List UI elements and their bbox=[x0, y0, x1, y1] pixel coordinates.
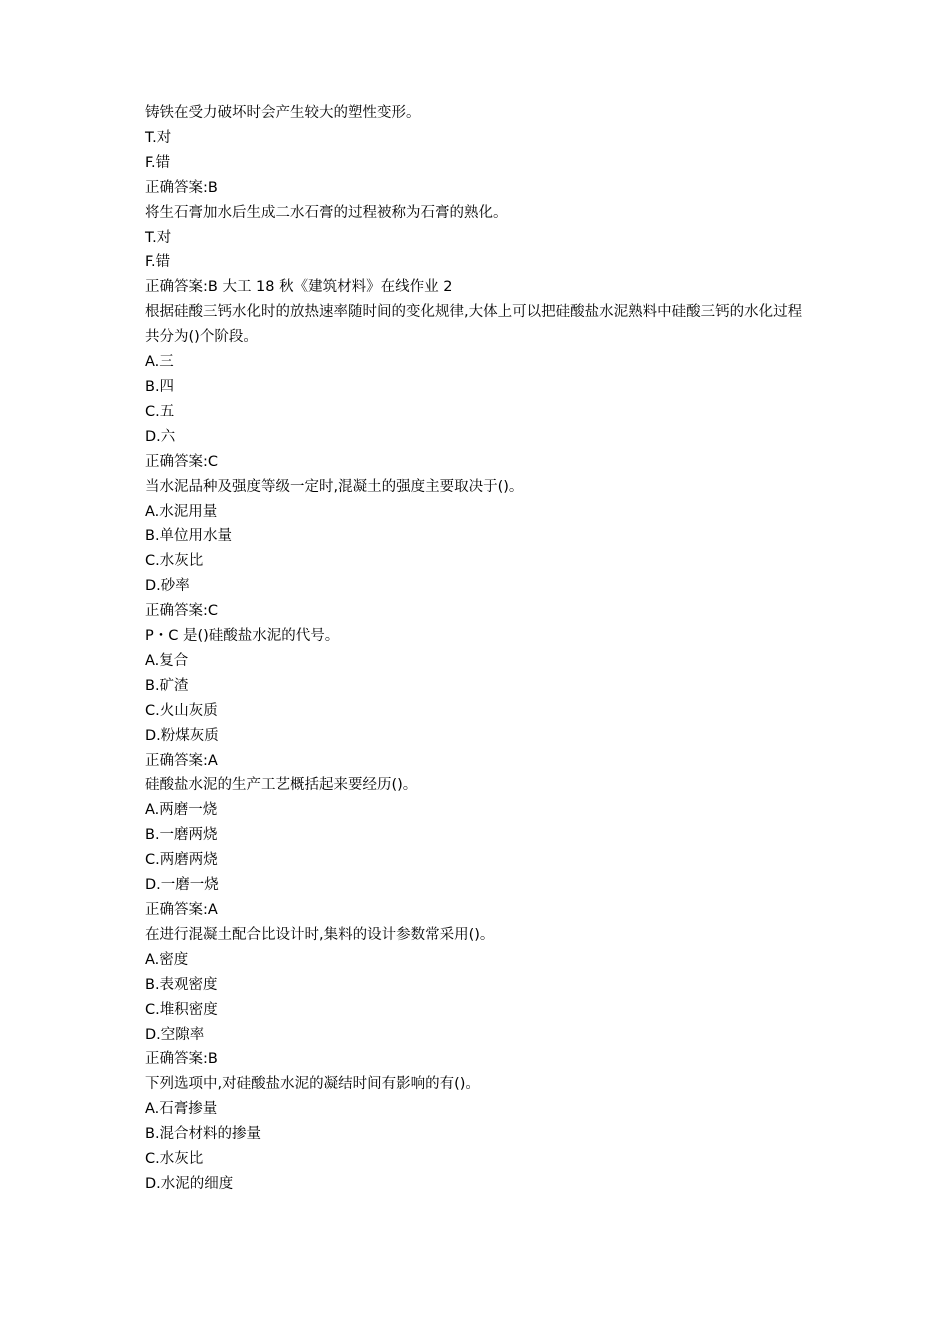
question-text: 铸铁在受力破坏时会产生较大的塑性变形。 bbox=[145, 105, 421, 121]
answer-text: 正确答案:C bbox=[145, 603, 219, 620]
option-b: B.表观密度 bbox=[145, 976, 218, 993]
option-b: B.一磨两烧 bbox=[145, 827, 218, 844]
option-d: D.一磨一烧 bbox=[145, 877, 219, 894]
option-d: D.空隙率 bbox=[145, 1026, 205, 1043]
answer-text: 正确答案:A bbox=[145, 902, 218, 918]
option-a: A.两磨一烧 bbox=[145, 802, 218, 819]
option-a: A.水泥用量 bbox=[145, 503, 218, 520]
option-a: A.复合 bbox=[145, 652, 189, 669]
answer-text: 正确答案:B bbox=[145, 1051, 218, 1068]
option-b: B.单位用水量 bbox=[145, 528, 233, 545]
option-d: D.粉煤灰质 bbox=[145, 727, 219, 744]
question-text: 在进行混凝土配合比设计时,集料的设计参数常采用()。 bbox=[145, 926, 495, 943]
option-b: B.混合材料的掺量 bbox=[145, 1126, 262, 1143]
answer-text: 正确答案:B bbox=[145, 179, 218, 196]
option-c: C.火山灰质 bbox=[145, 702, 218, 719]
option-false: F.错 bbox=[145, 154, 171, 171]
option-b: B.四 bbox=[145, 378, 175, 395]
question-text: 下列选项中,对硅酸盐水泥的凝结时间有影响的有()。 bbox=[145, 1076, 480, 1093]
option-a: A.密度 bbox=[145, 951, 189, 968]
question-text: 硅酸盐水泥的生产工艺概括起来要经历()。 bbox=[145, 777, 418, 794]
option-a: A.三 bbox=[145, 354, 174, 371]
option-c: C.水灰比 bbox=[145, 1151, 204, 1168]
option-true: T.对 bbox=[145, 229, 172, 246]
question-text: 根据硅酸三钙水化时的放热速率随时间的变化规律,大体上可以把硅酸盐水泥熟料中硅酸三钙的水化过程共分为()个阶段。 bbox=[145, 304, 803, 346]
option-true: T.对 bbox=[145, 129, 172, 146]
option-a: A.石膏掺量 bbox=[145, 1101, 218, 1118]
option-d: D.水泥的细度 bbox=[145, 1175, 234, 1192]
question-text: P・C 是()硅酸盐水泥的代号。 bbox=[145, 628, 340, 645]
option-d: D.砂率 bbox=[145, 578, 190, 595]
option-c: C.五 bbox=[145, 403, 175, 420]
option-c: C.水灰比 bbox=[145, 553, 204, 570]
answer-and-section-title: 正确答案:B 大工 18 秋《建筑材料》在线作业 2 bbox=[145, 279, 453, 296]
option-b: B.矿渣 bbox=[145, 677, 189, 694]
answer-text: 正确答案:A bbox=[145, 752, 218, 769]
question-text: 当水泥品种及强度等级一定时,混凝土的强度主要取决于()。 bbox=[145, 478, 524, 495]
option-false: F.错 bbox=[145, 254, 171, 271]
option-c: C.两磨两烧 bbox=[145, 852, 218, 869]
document-body bbox=[145, 101, 815, 1197]
question-text: 将生石膏加水后生成二水石膏的过程被称为石膏的熟化。 bbox=[145, 204, 508, 221]
answer-text: 正确答案:C bbox=[145, 453, 219, 470]
option-d: D.六 bbox=[145, 428, 176, 445]
option-c: C.堆积密度 bbox=[145, 1001, 218, 1018]
